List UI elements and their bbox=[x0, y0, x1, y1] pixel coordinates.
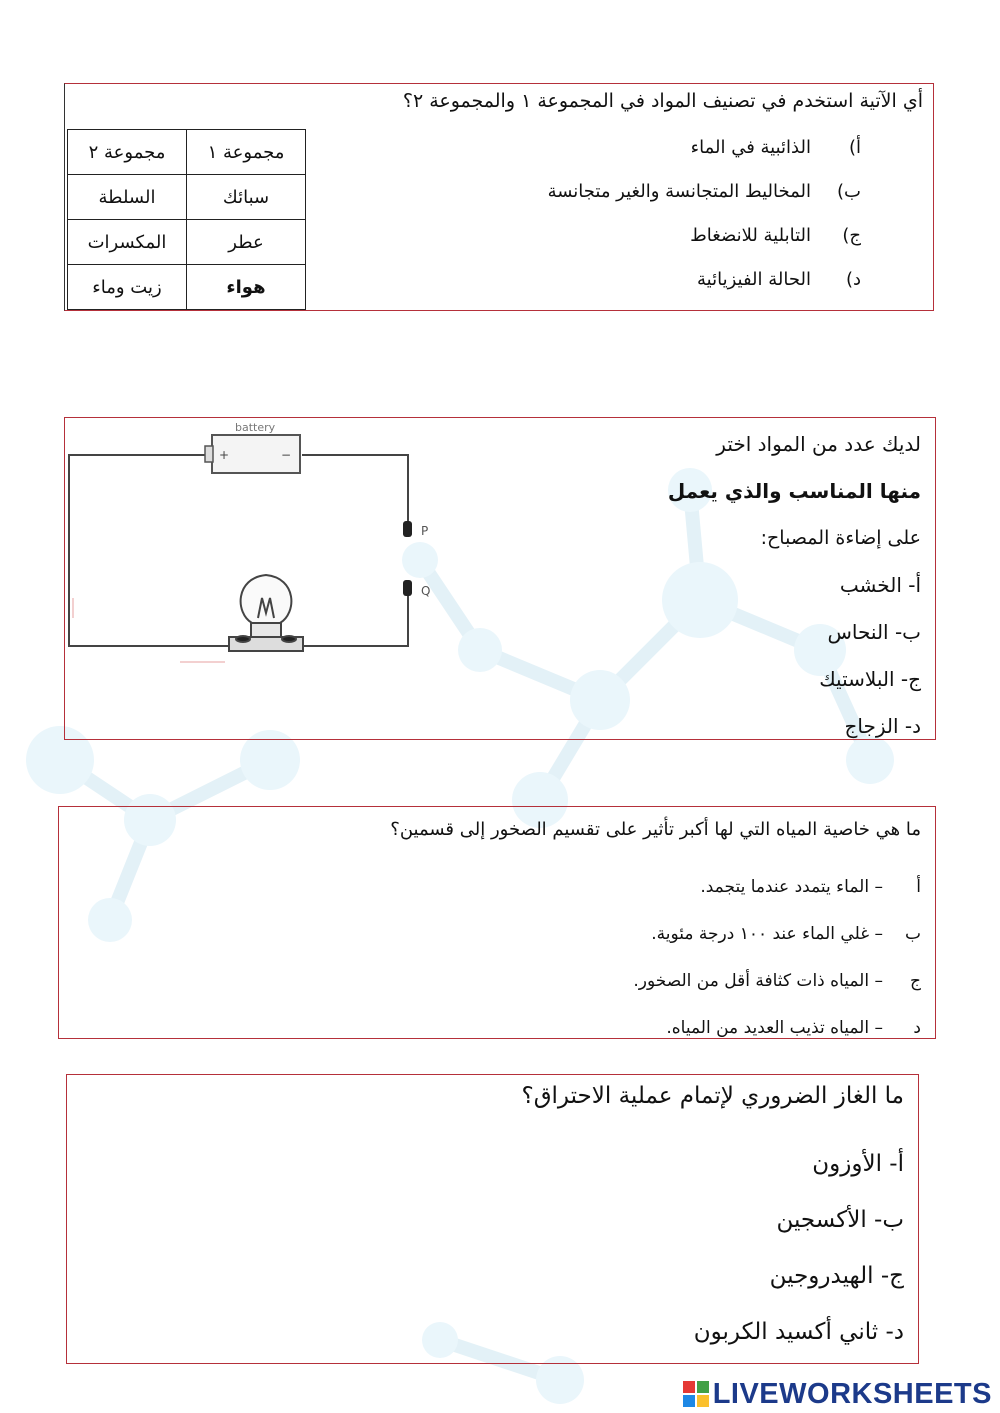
battery-icon bbox=[205, 421, 300, 473]
table-cell: عطر bbox=[187, 220, 306, 265]
question-4-option-a[interactable]: أ- الأوزون bbox=[812, 1151, 904, 1177]
question-2-text bbox=[491, 422, 921, 751]
table-cell: زيت وماء bbox=[68, 265, 187, 310]
question-1-option-c[interactable] bbox=[441, 220, 861, 264]
question-3-option-a[interactable] bbox=[321, 867, 921, 914]
table-cell: سبائك bbox=[187, 175, 306, 220]
option-text: – الماء يتمدد عندما يتجمد. bbox=[700, 877, 883, 897]
brand-name: LIVEWORKSHEETS bbox=[712, 1377, 992, 1410]
question-2-option-a[interactable]: أ- الخشب bbox=[839, 573, 921, 597]
question-4-option-b[interactable]: ب- الأكسجين bbox=[776, 1207, 904, 1233]
question-3-box bbox=[58, 806, 936, 1039]
table-header: مجموعة ١ bbox=[187, 130, 306, 175]
terminal-q-label: Q bbox=[421, 584, 431, 598]
option-text: – المياه ذات كثافة أقل من الصخور. bbox=[633, 971, 883, 991]
question-1-title: أي الآتية استخدم في تصنيف المواد في المجموعة ١ والمجموعة ٢؟ bbox=[402, 90, 923, 112]
option-letter: ب) bbox=[837, 181, 861, 202]
question-2-option-d[interactable]: د- الزجاج bbox=[844, 714, 921, 738]
option-text: الحالة الفيزيائية bbox=[697, 269, 811, 290]
red-mark bbox=[73, 598, 225, 662]
question-4-option-c[interactable]: ج- الهيدروجين bbox=[769, 1263, 904, 1289]
table-header-row bbox=[68, 130, 306, 175]
circuit-wires bbox=[69, 455, 408, 646]
liveworksheets-brand[interactable] bbox=[683, 1378, 992, 1410]
circuit-diagram bbox=[65, 418, 495, 738]
question-4-option-d[interactable]: د- ثاني أكسيد الكربون bbox=[693, 1319, 904, 1345]
question-1-box bbox=[64, 83, 934, 311]
table-cell: هواء bbox=[187, 265, 306, 310]
question-2-option-b[interactable]: ب- النحاس bbox=[827, 620, 921, 644]
liveworksheets-logo-icon bbox=[683, 1381, 709, 1407]
light-bulb-icon bbox=[229, 575, 303, 651]
table-row bbox=[68, 220, 306, 265]
terminal-q[interactable] bbox=[403, 580, 430, 598]
table-header: مجموعة ٢ bbox=[68, 130, 187, 175]
option-letter: د bbox=[913, 1018, 921, 1038]
option-letter: أ) bbox=[848, 137, 861, 158]
option-text: التابلية للانضغاط bbox=[690, 225, 811, 246]
question-1-options bbox=[441, 132, 861, 308]
battery-label: battery bbox=[235, 421, 276, 434]
question-1-option-d[interactable] bbox=[441, 264, 861, 308]
question-2-stem-line-3: على إضاءة المصباح: bbox=[760, 527, 921, 549]
question-3-options bbox=[321, 867, 921, 1055]
question-2-stem-line-2: منها المناسب والذي يعمل bbox=[667, 479, 921, 503]
terminal-p-label: P bbox=[421, 524, 429, 538]
option-letter: ج) bbox=[842, 225, 861, 246]
table-row bbox=[68, 175, 306, 220]
question-1-option-a[interactable] bbox=[441, 132, 861, 176]
option-letter: أ bbox=[916, 877, 921, 897]
question-3-title: ما هي خاصية المياه التي لها أكبر تأثير على تقسيم الصخور إلى قسمين؟ bbox=[390, 819, 921, 840]
option-text: الذائبية في الماء bbox=[690, 137, 811, 158]
question-3-option-c[interactable] bbox=[321, 961, 921, 1008]
question-3-option-d[interactable] bbox=[321, 1008, 921, 1055]
question-4-box bbox=[66, 1074, 919, 1364]
question-2-stem-line-1: لديك عدد من المواد اختر bbox=[716, 432, 921, 456]
option-text: المخاليط المتجانسة والغير متجانسة bbox=[547, 181, 811, 202]
terminal-p[interactable] bbox=[403, 521, 428, 538]
battery-minus: − bbox=[281, 448, 292, 462]
question-4-title: ما الغاز الضروري لإتمام عملية الاحتراق؟ bbox=[521, 1083, 904, 1109]
option-letter: ج bbox=[910, 971, 921, 991]
option-text: – المياه تذيب العديد من المياه. bbox=[666, 1018, 883, 1038]
battery-plus: + bbox=[219, 448, 230, 462]
table-row bbox=[68, 265, 306, 310]
question-2-box bbox=[64, 417, 936, 740]
question-2-option-c[interactable]: ج- البلاستيك bbox=[819, 667, 921, 691]
option-letter: ب bbox=[904, 924, 921, 944]
question-1-option-b[interactable] bbox=[441, 176, 861, 220]
groups-table bbox=[67, 129, 306, 310]
question-4-options bbox=[404, 1137, 904, 1361]
option-text: – غلي الماء عند ١٠٠ درجة مئوية. bbox=[651, 924, 883, 944]
table-cell: المكسرات bbox=[68, 220, 187, 265]
question-3-option-b[interactable] bbox=[321, 914, 921, 961]
table-cell: السلطة bbox=[68, 175, 187, 220]
option-letter: د) bbox=[845, 269, 861, 290]
